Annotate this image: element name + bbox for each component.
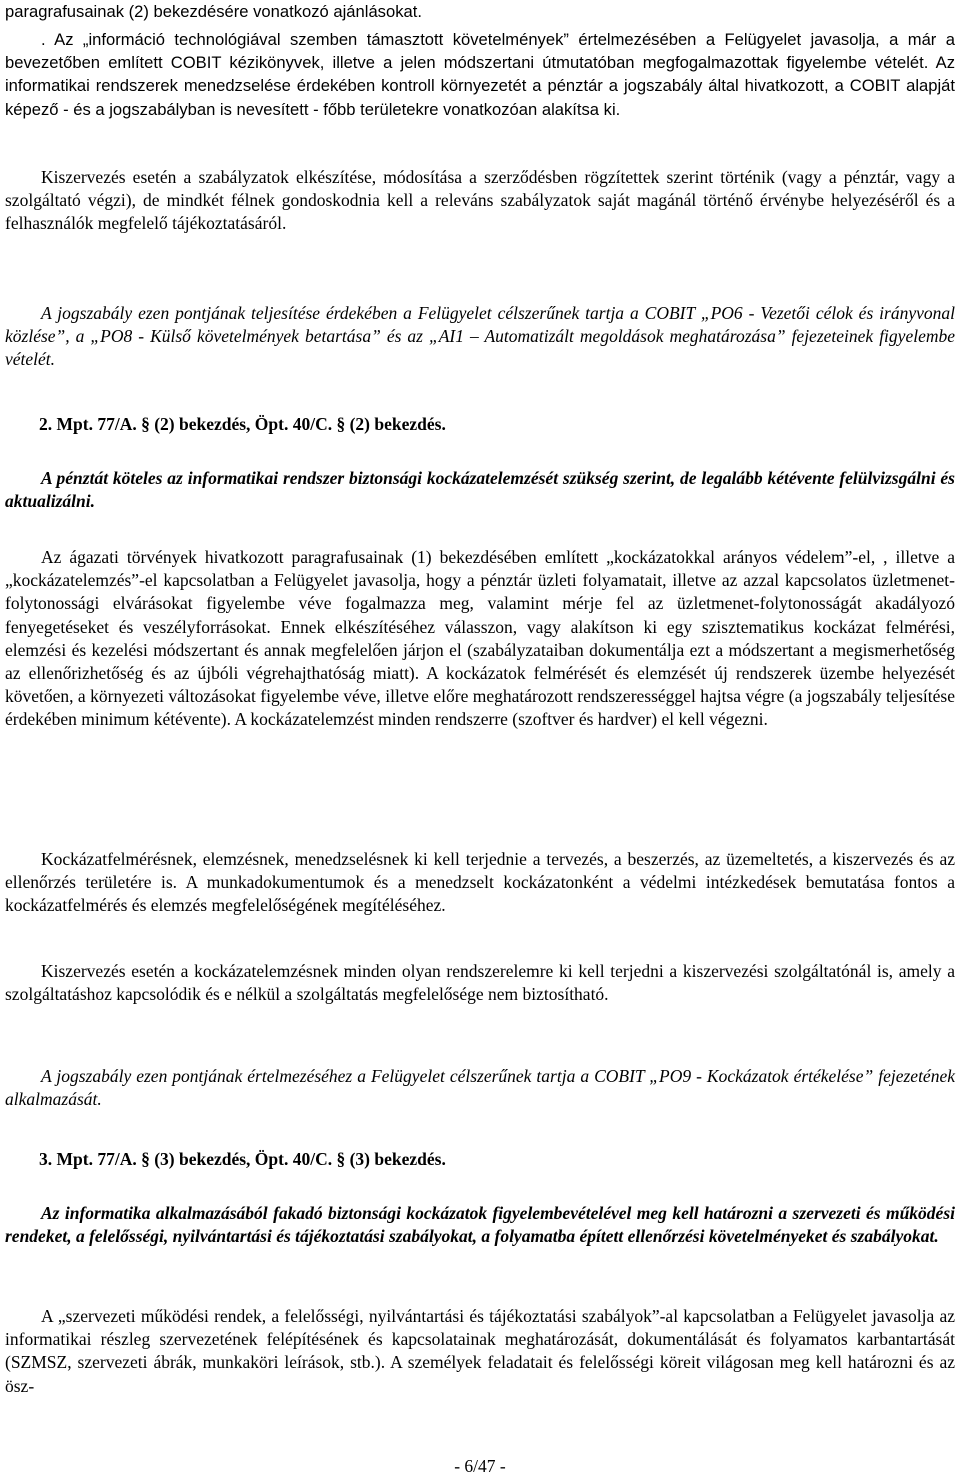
section2-paragraph-2: Kockázatfelmérésnek, elemzésnek, menedzselésnek ki kell terjednie a tervezés, a beszerzés, az üzemeltetés, a kiszervezés és az ellenőrzés területére is. A munkadokumentumok és a menedzselt kockázatonként a védelmi intézkedések bemutatása fontos a kockázatfelmérés és elemzés megfelelőségének megítéléséhez. (5, 849, 955, 916)
page-number: - 6/47 - (454, 1456, 506, 1476)
section1-paragraph-1: . Az „információ technológiával szemben támasztott követelmények” értelmezésében a Felügyelet javasolja, a már a bevezetőben említett COBIT kézikönyvek, illetve a jelen módszertani útmutatóban megfogalmazottak figyelembe vételét. Az informatikai rendszerek menedzselése érdekében kontroll környezetét a pénztár a jogszabály által hivatkozott, a COBIT alapját képező - és a jogszabályban is nevesített - főbb területekre vonatkozóan alakítsa ki. (5, 30, 955, 119)
section3-heading: 3. Mpt. 77/A. § (3) bekezdés, Öpt. 40/C. § (3) bekezdés. (39, 1149, 446, 1169)
section2-italic-recommendation: A jogszabály ezen pontjának értelmezéséhez a Felügyelet célszerűnek tartja a COBIT „PO9 - Kockázatok értékelése” fejezetének alkalmazását. (5, 1066, 955, 1110)
section3-paragraph-1: A „szervezeti működési rendek, a felelősségi, nyilvántartási és tájékoztatási szabályok”-al kapcsolatban a Felügyelet javasolja az informatikai részleg szervezetének felépítésének és kapcsolatainak meghatározását, dokumentálását és folyamatos karbantartását (SZMSZ, szervezeti ábrák, munkaköri leírások, stb.). A személyek feladatait és felelősségi köreit világosan meg kell határozni és az ösz- (5, 1306, 955, 1396)
section2-paragraph-1: Az ágazati törvények hivatkozott paragrafusainak (1) bekezdésében említett „kockázatokkal arányos védelem”-el, , illetve a „kockázatelemzés”-el kapcsolatban a Felügyelet javasolja, hogy a pénztár üzleti folyamatait, illetve az azzal kapcsolatos üzletmenet-folytonossági elvárásokat figyelembe véve fogalmazza meg, valamint mérje fel az üzletmenet-folytonosságát akadályozó fenyegetéseket és veszélyforrásokat. Ennek elkészítéséhez válasszon, vagy alakítson ki egy szisztematikus kockázat felmérési, elemzési és kezelési módszertant és annak megfelelően járjon el (szabályzataiban dokumentálja ezt a módszertant a megismerhetőség az ellenőrizhetőség és az újbóli végrehajthatóság miatt). A kockázatok felmérését és elemzését új rendszerek üzembe helyezését követően, a környezeti változásokat figyelembe véve, illetve előre meghatározott rendszerességgel hajtsa végre (a jogszabály teljesítése érdekében minimum kétévente). A kockázatelemzést minden rendszerre (szoftver és hardver) el kell végezni. (5, 547, 955, 730)
section1-italic-recommendation: A jogszabály ezen pontjának teljesítése érdekében a Felügyelet célszerűnek tartja a COBIT „PO6 - Vezetői célok és irányvonal közlése”, a „PO8 - Külső követelmények betartása” és az „AI1 – Automatizált megoldások meghatározása” fejezeteinek figyelembe vételét. (5, 303, 955, 370)
section3-legal-requirement: Az informatika alkalmazásából fakadó biztonsági kockázatok figyelembevételével meg kell határozni a szervezeti és működési rendeket, a felelősségi, nyilvántartási és tájékoztatási szabályokat, a folyamatba épített ellenőrzési követelményeket és szabályokat. (5, 1203, 955, 1247)
section2-heading: 2. Mpt. 77/A. § (2) bekezdés, Öpt. 40/C. § (2) bekezdés. (39, 414, 446, 434)
section2-paragraph-3: Kiszervezés esetén a kockázatelemzésnek minden olyan rendszerelemre ki kell terjedni a kiszervezési szolgáltatónál is, amely a szolgáltatáshoz kapcsolódik és e nélkül a szolgáltatás megfelelősége nem biztosítható. (5, 961, 955, 1005)
top-fragment: paragrafusainak (2) bekezdésére vonatkozó ajánlásokat. (5, 2, 422, 21)
section2-legal-requirement: A pénztát köteles az informatikai rendszer biztonsági kockázatelemzését szükség szerint, de legalább kétévente felülvizsgálni és aktualizálni. (5, 468, 955, 512)
section1-paragraph-2: Kiszervezés esetén a szabályzatok elkészítése, módosítása a szerződésben rögzítettek szerint történik (vagy a pénztár, vagy a szolgáltató végzi), de mindkét félnek gondoskodnia kell a releváns szabályzatok saját magánál történő érvénybe helyezéséről és a felhasználók megfelelő tájékoztatásáról. (5, 167, 955, 234)
